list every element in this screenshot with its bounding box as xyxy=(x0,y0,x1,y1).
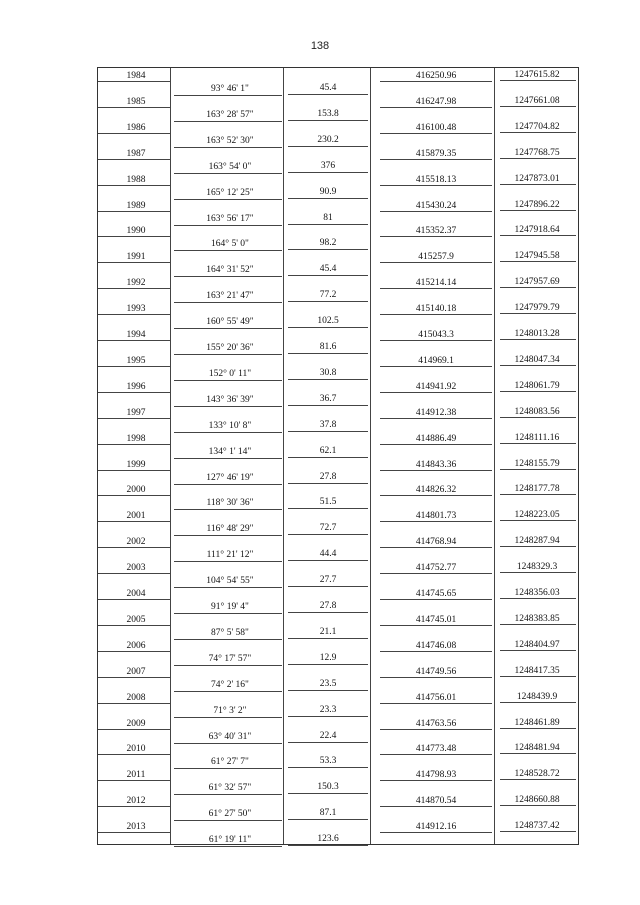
angle-cell: 127° 46' 19" xyxy=(206,472,254,483)
row-rule xyxy=(98,573,170,574)
row-rule xyxy=(500,106,576,107)
angle-cell: 116° 48' 29" xyxy=(206,524,254,535)
year-cell: 2013 xyxy=(126,822,146,833)
row-rule xyxy=(380,211,492,212)
x-coordinate-cell: 414745.65 xyxy=(415,589,457,599)
y-coordinate-cell: 1247661.08 xyxy=(514,95,560,106)
row-rule xyxy=(500,753,576,754)
row-rule xyxy=(500,520,576,521)
angle-cell: 74° 2' 16" xyxy=(211,679,249,690)
row-rule xyxy=(380,780,492,781)
table-row xyxy=(98,793,578,819)
distance-cell: 45.4 xyxy=(319,83,337,93)
y-coordinate-cell: 1248223.05 xyxy=(514,510,560,521)
year-cell: 2010 xyxy=(126,744,146,755)
x-coordinate-cell: 415430.24 xyxy=(415,200,457,211)
row-rule xyxy=(98,832,170,833)
y-coordinate-cell: 1248660.88 xyxy=(514,795,560,806)
y-coordinate-cell: 1247979.79 xyxy=(514,303,560,314)
distance-cell: 51.5 xyxy=(319,497,337,508)
row-rule xyxy=(380,444,492,445)
year-cell: 1990 xyxy=(126,226,146,237)
row-rule xyxy=(98,107,170,108)
y-coordinate-cell: 1247918.64 xyxy=(514,225,560,236)
x-coordinate-cell: 414763.56 xyxy=(415,718,457,729)
distance-cell: 23.3 xyxy=(319,704,337,715)
year-cell: 2011 xyxy=(126,770,146,781)
x-coordinate-cell: 414870.54 xyxy=(415,796,457,807)
table-row xyxy=(98,353,578,379)
distance-cell: 12.9 xyxy=(319,652,337,663)
y-coordinate-cell: 1248155.79 xyxy=(514,458,560,469)
x-coordinate-cell: 414773.48 xyxy=(415,744,457,755)
y-coordinate-cell: 1248047.34 xyxy=(514,354,560,365)
row-rule xyxy=(380,314,492,315)
distance-cell: 27.8 xyxy=(319,601,337,611)
angle-cell: 61° 19' 11" xyxy=(208,835,252,846)
x-coordinate-cell: 415352.37 xyxy=(415,226,457,237)
angle-cell: 87° 5' 58" xyxy=(211,627,249,638)
year-cell: 2004 xyxy=(126,589,146,599)
y-coordinate-cell: 1247873.01 xyxy=(514,173,560,184)
row-rule xyxy=(98,133,170,134)
table-row xyxy=(98,379,578,405)
year-cell: 1992 xyxy=(126,278,146,289)
table-row xyxy=(98,664,578,690)
x-coordinate-cell: 414912.38 xyxy=(415,407,457,418)
distance-cell: 153.8 xyxy=(317,108,339,119)
page-number: 138 xyxy=(310,40,330,52)
table-row xyxy=(98,560,578,586)
x-coordinate-cell: 414826.32 xyxy=(415,485,457,496)
distance-cell: 36.7 xyxy=(319,393,337,404)
row-rule xyxy=(500,235,576,236)
angle-cell: 93° 46' 1" xyxy=(211,84,249,94)
row-rule xyxy=(380,521,492,522)
row-rule xyxy=(500,443,576,444)
y-coordinate-cell: 1247615.82 xyxy=(514,70,560,80)
y-coordinate-cell: 1248329.3 xyxy=(516,562,558,573)
angle-cell: 61° 32' 57" xyxy=(208,783,252,794)
distance-cell: 81.6 xyxy=(319,342,337,352)
angle-cell: 163° 21' 47" xyxy=(206,291,254,302)
row-rule xyxy=(174,846,282,847)
year-cell: 1999 xyxy=(126,459,146,470)
angle-cell: 63° 40' 31" xyxy=(208,731,252,742)
row-rule xyxy=(500,598,576,599)
coordinates-table xyxy=(97,67,579,845)
year-cell: 1993 xyxy=(126,304,146,315)
year-cell: 1985 xyxy=(126,96,146,107)
y-coordinate-cell: 1248481.94 xyxy=(514,743,560,754)
table-row xyxy=(98,249,578,275)
row-rule xyxy=(98,262,170,263)
row-rule xyxy=(500,805,576,806)
row-rule xyxy=(500,261,576,262)
row-rule xyxy=(500,210,576,211)
row-rule xyxy=(98,547,170,548)
x-coordinate-cell: 414941.92 xyxy=(415,381,457,392)
y-coordinate-cell: 1248177.78 xyxy=(514,484,560,495)
y-coordinate-cell: 1248356.03 xyxy=(514,588,560,598)
table-row xyxy=(98,172,578,198)
row-rule xyxy=(380,366,492,367)
angle-cell: 61° 27' 7" xyxy=(211,757,249,768)
x-coordinate-cell: 415257.9 xyxy=(418,252,454,263)
y-coordinate-cell: 1248404.97 xyxy=(514,639,560,650)
table-row xyxy=(98,68,578,94)
angle-cell: 71° 3' 2" xyxy=(213,705,247,716)
row-rule xyxy=(98,366,170,367)
x-coordinate-cell: 416100.48 xyxy=(415,122,457,133)
row-rule xyxy=(380,288,492,289)
x-coordinate-cell: 414768.94 xyxy=(415,537,457,548)
distance-cell: 45.4 xyxy=(319,264,337,275)
row-rule xyxy=(500,572,576,573)
row-rule xyxy=(500,546,576,547)
row-rule xyxy=(500,417,576,418)
row-rule xyxy=(500,494,576,495)
year-cell: 2002 xyxy=(126,537,146,548)
distance-cell: 230.2 xyxy=(317,134,339,145)
row-rule xyxy=(380,495,492,496)
y-coordinate-cell: 1248383.85 xyxy=(514,613,560,624)
year-cell: 2008 xyxy=(126,692,146,703)
row-rule xyxy=(380,677,492,678)
y-coordinate-cell: 1248013.28 xyxy=(514,329,560,339)
table-row xyxy=(98,482,578,508)
table-row xyxy=(98,301,578,327)
row-rule xyxy=(380,806,492,807)
angle-cell: 74° 17' 57" xyxy=(208,653,252,664)
distance-cell: 98.2 xyxy=(319,238,337,249)
row-rule xyxy=(500,624,576,625)
year-cell: 1989 xyxy=(126,200,146,211)
distance-cell: 23.5 xyxy=(319,678,337,689)
y-coordinate-cell: 1248111.16 xyxy=(514,432,560,443)
row-rule xyxy=(500,702,576,703)
distance-cell: 27.8 xyxy=(319,471,337,482)
row-rule xyxy=(98,780,170,781)
distance-cell: 44.4 xyxy=(319,549,337,560)
row-rule xyxy=(500,391,576,392)
table-row xyxy=(98,94,578,120)
year-cell: 2009 xyxy=(126,718,146,729)
year-cell: 2003 xyxy=(126,563,146,574)
angle-cell: 118° 30' 36" xyxy=(206,498,254,509)
row-rule xyxy=(500,132,576,133)
table-row xyxy=(98,534,578,560)
angle-cell: 164° 5' 0" xyxy=(211,239,249,250)
x-coordinate-cell: 414843.36 xyxy=(415,459,457,470)
y-coordinate-cell: 1248083.56 xyxy=(514,406,560,417)
table-row xyxy=(98,275,578,301)
x-coordinate-cell: 415879.35 xyxy=(415,148,457,159)
x-coordinate-cell: 415518.13 xyxy=(415,174,457,185)
table-row xyxy=(98,405,578,431)
distance-cell: 21.1 xyxy=(319,626,337,637)
table-row xyxy=(98,327,578,353)
row-rule xyxy=(380,754,492,755)
angle-cell: 165° 12' 25" xyxy=(206,187,254,198)
angle-cell: 111° 21' 12" xyxy=(206,550,254,561)
x-coordinate-cell: 414752.77 xyxy=(415,563,457,574)
table-row xyxy=(98,690,578,716)
row-rule xyxy=(98,651,170,652)
angle-cell: 104° 54' 55" xyxy=(206,576,254,587)
row-rule xyxy=(380,159,492,160)
table-row xyxy=(98,120,578,146)
year-cell: 2007 xyxy=(126,666,146,677)
row-rule xyxy=(380,262,492,263)
table-row xyxy=(98,741,578,767)
table-row xyxy=(98,819,578,845)
row-rule xyxy=(380,547,492,548)
angle-cell: 163° 28' 57" xyxy=(206,109,254,120)
y-coordinate-cell: 1248528.72 xyxy=(514,769,560,780)
y-coordinate-cell: 1248417.35 xyxy=(514,665,560,676)
distance-cell: 77.2 xyxy=(319,290,337,301)
row-rule xyxy=(380,832,492,833)
table-row xyxy=(98,508,578,534)
row-rule xyxy=(500,469,576,470)
row-rule xyxy=(380,81,492,82)
row-rule xyxy=(380,418,492,419)
year-cell: 2000 xyxy=(126,485,146,496)
distance-cell: 22.4 xyxy=(319,730,337,741)
row-rule xyxy=(380,185,492,186)
x-coordinate-cell: 414969.1 xyxy=(418,355,454,366)
distance-cell: 90.9 xyxy=(319,186,337,197)
angle-cell: 155° 20' 36" xyxy=(206,343,254,353)
distance-cell: 30.8 xyxy=(319,367,337,378)
distance-cell: 72.7 xyxy=(319,523,337,534)
row-rule xyxy=(98,625,170,626)
row-rule xyxy=(380,392,492,393)
row-rule xyxy=(98,185,170,186)
row-rule xyxy=(500,80,576,81)
x-coordinate-cell: 415140.18 xyxy=(415,304,457,315)
year-cell: 1986 xyxy=(126,122,146,133)
row-rule xyxy=(380,729,492,730)
row-rule xyxy=(380,470,492,471)
x-coordinate-cell: 415043.3 xyxy=(418,330,454,340)
row-rule xyxy=(98,81,170,82)
row-rule xyxy=(98,677,170,678)
x-coordinate-cell: 414912.16 xyxy=(415,822,457,833)
distance-cell: 376 xyxy=(320,160,336,171)
x-coordinate-cell: 414886.49 xyxy=(415,433,457,444)
x-coordinate-cell: 416247.98 xyxy=(415,96,457,107)
row-rule xyxy=(98,599,170,600)
year-cell: 2006 xyxy=(126,640,146,651)
row-rule xyxy=(98,521,170,522)
year-cell: 1998 xyxy=(126,433,146,444)
table-row xyxy=(98,767,578,793)
x-coordinate-cell: 414745.01 xyxy=(415,614,457,625)
row-rule xyxy=(98,314,170,315)
y-coordinate-cell: 1248439.9 xyxy=(516,691,558,702)
y-coordinate-cell: 1247945.58 xyxy=(514,251,560,262)
table-row xyxy=(98,223,578,249)
row-rule xyxy=(98,211,170,212)
distance-cell: 53.3 xyxy=(319,756,337,767)
row-rule xyxy=(500,184,576,185)
row-rule xyxy=(98,392,170,393)
row-rule xyxy=(98,159,170,160)
angle-cell: 91° 19' 4" xyxy=(211,602,249,612)
row-rule xyxy=(380,651,492,652)
angle-cell: 163° 52' 30" xyxy=(206,135,254,146)
row-rule xyxy=(380,133,492,134)
y-coordinate-cell: 1247704.82 xyxy=(514,121,560,132)
x-coordinate-cell: 416250.96 xyxy=(415,71,457,81)
year-cell: 1988 xyxy=(126,174,146,185)
row-rule xyxy=(500,779,576,780)
angle-cell: 61° 27' 50" xyxy=(208,809,252,820)
distance-cell: 150.3 xyxy=(317,782,339,793)
row-rule xyxy=(98,418,170,419)
angle-cell: 163° 56' 17" xyxy=(206,213,254,224)
distance-cell: 62.1 xyxy=(319,445,337,456)
row-rule xyxy=(288,845,368,846)
row-rule xyxy=(500,158,576,159)
year-cell: 1997 xyxy=(126,407,146,418)
year-cell: 2001 xyxy=(126,511,146,522)
angle-cell: 163° 54' 0" xyxy=(208,161,252,172)
distance-cell: 81 xyxy=(323,212,333,223)
x-coordinate-cell: 414746.08 xyxy=(415,640,457,651)
x-coordinate-cell: 414756.01 xyxy=(415,692,457,703)
y-coordinate-cell: 1248461.89 xyxy=(514,717,560,728)
angle-cell: 152° 0' 11" xyxy=(208,368,252,379)
distance-cell: 37.8 xyxy=(319,419,337,430)
table-row xyxy=(98,198,578,224)
row-rule xyxy=(380,573,492,574)
y-coordinate-cell: 1247768.75 xyxy=(514,147,560,158)
table-row xyxy=(98,146,578,172)
distance-cell: 102.5 xyxy=(317,316,339,327)
row-rule xyxy=(380,625,492,626)
table-row xyxy=(98,586,578,612)
row-rule xyxy=(500,728,576,729)
x-coordinate-cell: 414801.73 xyxy=(415,511,457,522)
y-coordinate-cell: 1248287.94 xyxy=(514,536,560,547)
y-coordinate-cell: 1247957.69 xyxy=(514,277,560,288)
angle-cell: 143° 36' 39" xyxy=(206,394,254,405)
y-coordinate-cell: 1248061.79 xyxy=(514,380,560,391)
row-rule xyxy=(500,287,576,288)
row-rule xyxy=(98,470,170,471)
row-rule xyxy=(98,495,170,496)
year-cell: 2012 xyxy=(126,796,146,807)
angle-cell: 160° 55' 49" xyxy=(206,317,254,328)
row-rule xyxy=(380,340,492,341)
angle-cell: 133° 10' 8" xyxy=(208,420,252,431)
year-cell: 1991 xyxy=(126,252,146,263)
row-rule xyxy=(500,365,576,366)
table-row xyxy=(98,716,578,742)
row-rule xyxy=(500,676,576,677)
row-rule xyxy=(98,236,170,237)
year-cell: 1996 xyxy=(126,381,146,392)
table-row xyxy=(98,638,578,664)
row-rule xyxy=(98,754,170,755)
table-row xyxy=(98,612,578,638)
table-row xyxy=(98,457,578,483)
row-rule xyxy=(98,729,170,730)
angle-cell: 134° 1' 14" xyxy=(208,446,252,457)
year-cell: 2005 xyxy=(126,614,146,625)
row-rule xyxy=(98,703,170,704)
y-coordinate-cell: 1248737.42 xyxy=(514,821,560,832)
row-rule xyxy=(380,107,492,108)
angle-cell: 164° 31' 52" xyxy=(206,265,254,276)
distance-cell: 123.6 xyxy=(317,834,339,845)
y-coordinate-cell: 1247896.22 xyxy=(514,199,560,210)
x-coordinate-cell: 415214.14 xyxy=(415,278,457,289)
year-cell: 1994 xyxy=(126,330,146,340)
distance-cell: 87.1 xyxy=(319,808,337,819)
row-rule xyxy=(500,650,576,651)
row-rule xyxy=(98,444,170,445)
row-rule xyxy=(380,236,492,237)
row-rule xyxy=(98,806,170,807)
row-rule xyxy=(98,288,170,289)
row-rule xyxy=(98,340,170,341)
row-rule xyxy=(500,831,576,832)
year-cell: 1995 xyxy=(126,355,146,366)
year-cell: 1987 xyxy=(126,148,146,159)
table-row xyxy=(98,431,578,457)
x-coordinate-cell: 414798.93 xyxy=(415,770,457,781)
row-rule xyxy=(500,339,576,340)
row-rule xyxy=(380,703,492,704)
year-cell: 1984 xyxy=(126,71,146,81)
distance-cell: 27.7 xyxy=(319,575,337,586)
x-coordinate-cell: 414749.56 xyxy=(415,666,457,677)
row-rule xyxy=(380,599,492,600)
row-rule xyxy=(500,313,576,314)
